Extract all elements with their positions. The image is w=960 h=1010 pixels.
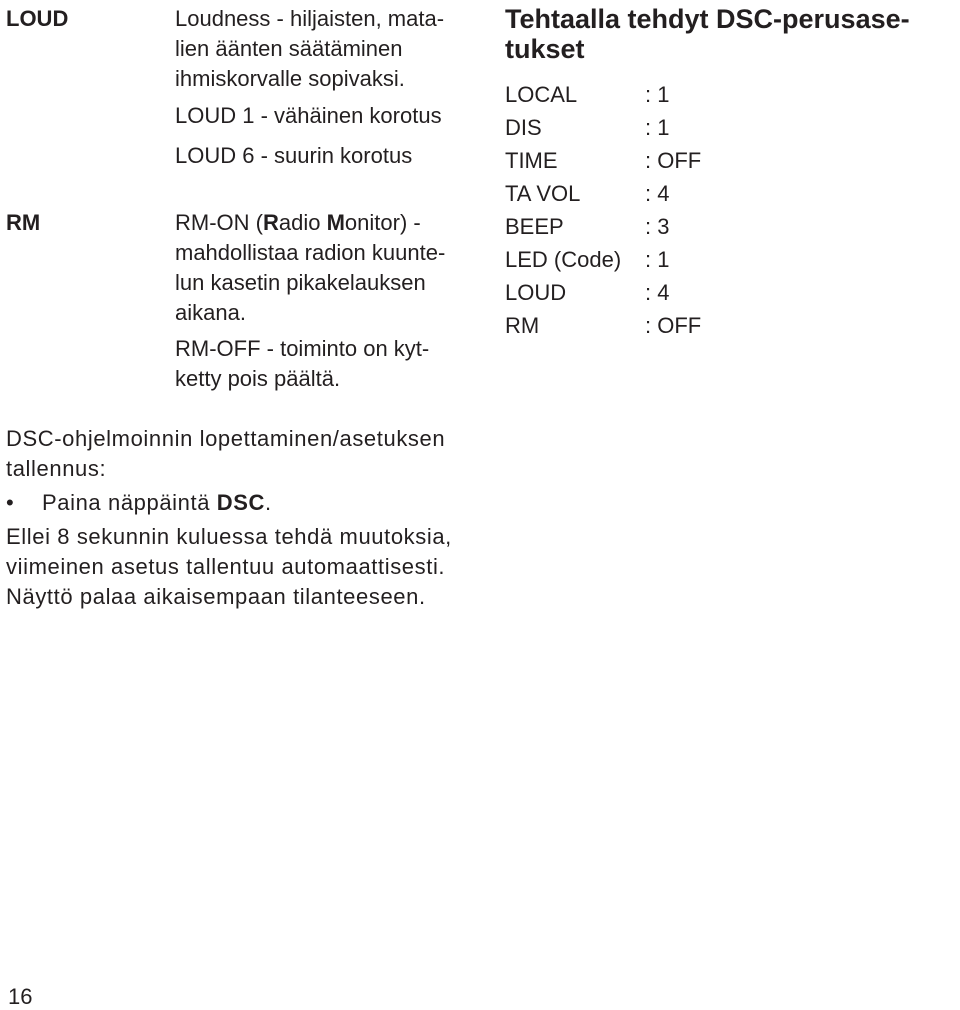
- setting-row: [505, 243, 701, 276]
- loud-level-6: LOUD 6 - suurin korotus: [175, 143, 413, 168]
- exit-step-key: DSC: [216, 490, 265, 515]
- exit-closing-line: viimeinen asetus tallentuu automaattisesti.: [6, 554, 446, 579]
- setting-row: [505, 309, 701, 342]
- loud-desc-line: lien äänten säätäminen: [175, 36, 403, 61]
- rm-off-line: ketty pois päältä.: [175, 366, 341, 391]
- setting-key: BEEP: [505, 214, 564, 239]
- defaults-settings-list: [505, 78, 701, 342]
- setting-key: TIME: [505, 148, 558, 173]
- setting-key: LOCAL: [505, 82, 578, 107]
- rm-on-r: R: [262, 210, 279, 235]
- term-rm: RM: [6, 210, 41, 235]
- rm-on-m: M: [326, 210, 345, 235]
- term-loud: LOUD: [6, 6, 69, 31]
- loud-level-1: LOUD 1 - vähäinen korotus: [175, 103, 442, 128]
- exit-intro: [6, 424, 445, 484]
- exit-closing-line: Ellei 8 sekunnin kuluessa tehdä muutoksia,: [6, 524, 452, 549]
- setting-key: LED (Code): [505, 247, 622, 272]
- setting-row: [505, 276, 701, 309]
- exit-closing: [6, 522, 452, 612]
- setting-row: [505, 111, 701, 144]
- exit-step-suffix: .: [265, 490, 272, 515]
- setting-key: TA VOL: [505, 181, 581, 206]
- loud-desc-line: ihmiskorvalle sopivaksi.: [175, 66, 405, 91]
- setting-key: DIS: [505, 115, 542, 140]
- setting-row: [505, 177, 701, 210]
- setting-row: [505, 210, 701, 243]
- defaults-heading-line: tukset: [505, 34, 585, 64]
- setting-value: : 4: [645, 181, 670, 206]
- exit-step: [6, 488, 272, 518]
- exit-intro-line: tallennus:: [6, 456, 107, 481]
- setting-value: : OFF: [645, 313, 702, 338]
- rm-on-line: lun kasetin pikakelauksen: [175, 270, 426, 295]
- rm-on-prefix: RM-ON (: [175, 210, 263, 235]
- page-number: 16: [8, 984, 33, 1009]
- exit-step-text: [42, 488, 272, 518]
- rm-on-suffix: onitor) -: [344, 210, 421, 235]
- rm-on-heading: [175, 208, 445, 238]
- defaults-heading: [505, 4, 910, 64]
- rm-on-line: aikana.: [175, 300, 246, 325]
- bullet-icon: •: [6, 490, 15, 515]
- exit-step-prefix: Paina näppäintä: [42, 490, 217, 515]
- loud-description: [175, 4, 444, 94]
- setting-value: : OFF: [645, 148, 702, 173]
- setting-value: : 1: [645, 247, 670, 272]
- loud-desc-line: Loudness - hiljaisten, mata-: [175, 6, 445, 31]
- rm-on-line: mahdollistaa radion kuunte-: [175, 240, 446, 265]
- setting-value: : 1: [645, 82, 670, 107]
- setting-key: RM: [505, 313, 540, 338]
- exit-intro-line: DSC-ohjelmoinnin lopettaminen/asetuksen: [6, 426, 446, 451]
- setting-row: [505, 144, 701, 177]
- setting-row: [505, 78, 701, 111]
- rm-on-adio: adio: [278, 210, 327, 235]
- setting-value: : 1: [645, 115, 670, 140]
- setting-value: : 4: [645, 280, 670, 305]
- rm-off-description: [175, 334, 429, 394]
- defaults-heading-line: Tehtaalla tehdyt DSC-perusase-: [505, 4, 910, 34]
- exit-closing-line: Näyttö palaa aikaisempaan tilanteeseen.: [6, 584, 426, 609]
- rm-off-line: RM-OFF - toiminto on kyt-: [175, 336, 430, 361]
- setting-value: : 3: [645, 214, 670, 239]
- rm-on-description: [175, 208, 445, 328]
- setting-key: LOUD: [505, 280, 567, 305]
